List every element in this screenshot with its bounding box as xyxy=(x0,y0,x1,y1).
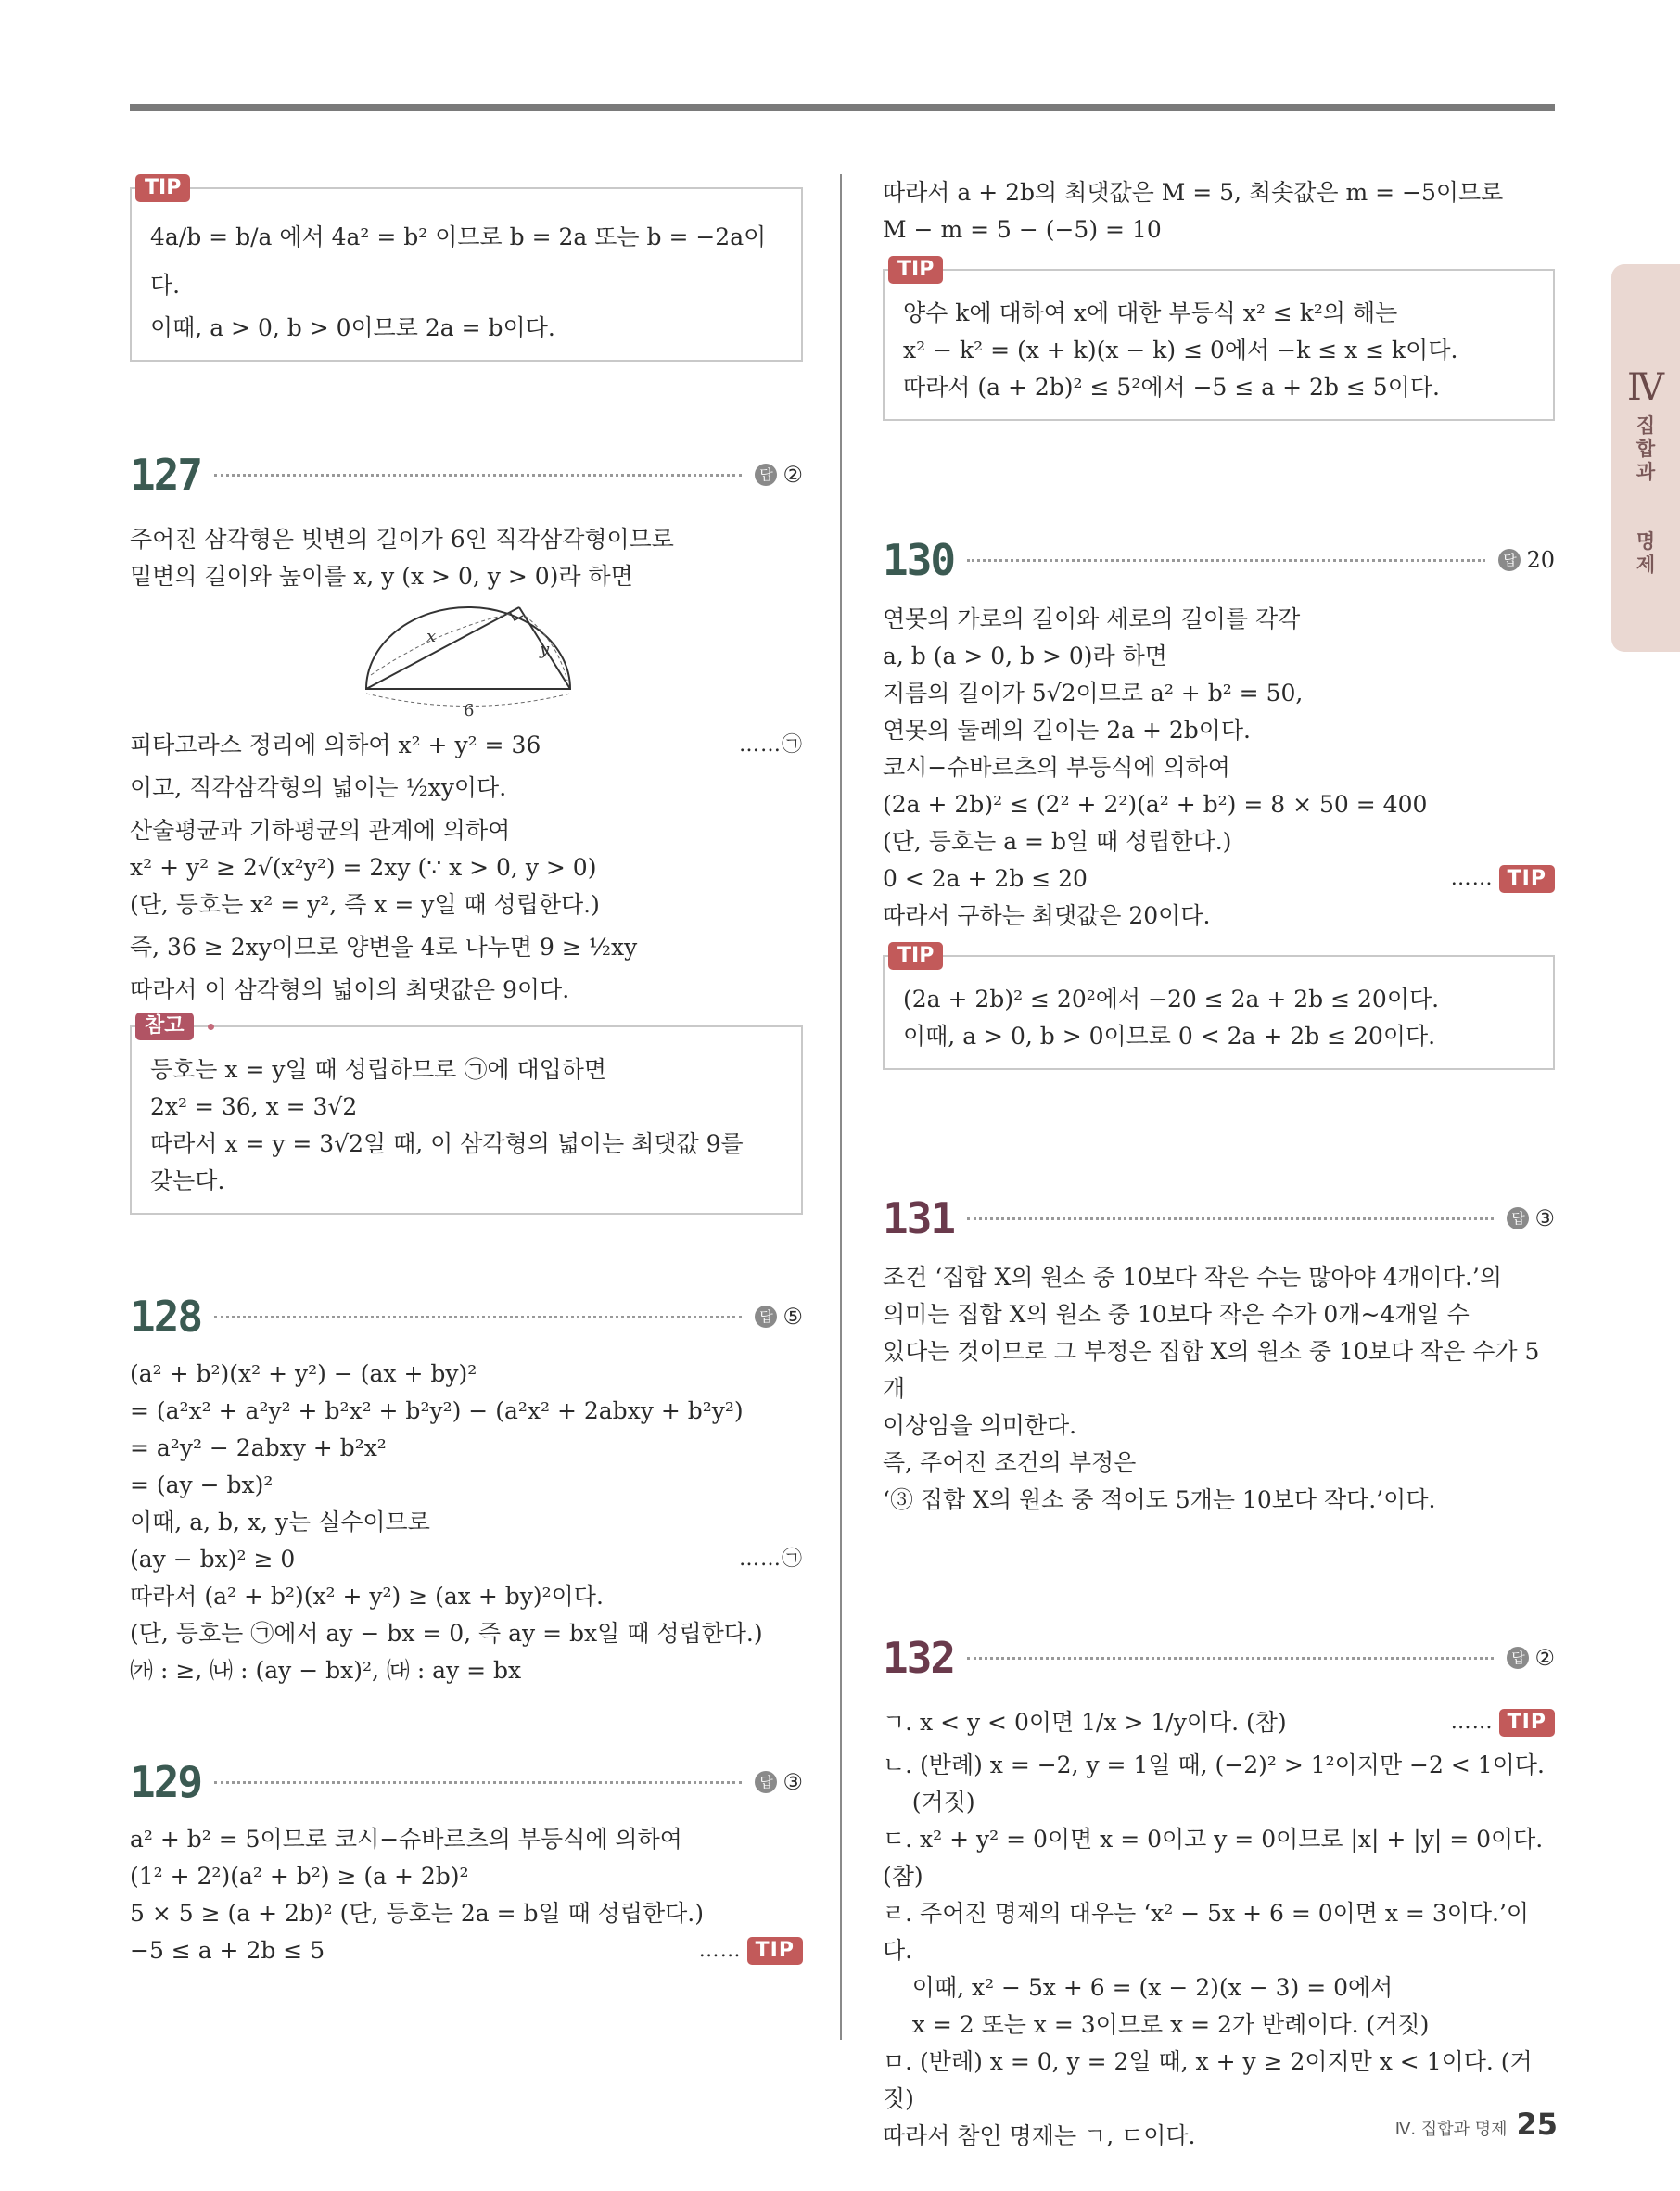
tip-tag: TIP xyxy=(888,942,943,970)
equation: −5 ≤ a + 2b ≤ 5 xyxy=(130,1937,325,1964)
text-line: M − m = 5 − (−5) = 10 xyxy=(883,216,1162,243)
text-line: ㈎ : ≥, ㈏ : (ay − bx)², ㈐ : ay = bx xyxy=(130,1657,522,1684)
chapter-side-tab xyxy=(1611,264,1680,652)
tip-line: x² − k² = (x + k)(x − k) ≤ 0에서 −k ≤ x ≤ k이다. xyxy=(903,337,1458,363)
text-line: 지름의 길이가 5√2이므로 a² + b² = 50, xyxy=(883,680,1304,707)
note-line: 2x² = 36, x = 3√2 xyxy=(150,1093,358,1120)
note-line: 따라서 x = y = 3√2일 때, 이 삼각형의 넓이는 최댓값 9를 xyxy=(150,1130,744,1157)
tip-box xyxy=(883,258,1555,421)
tip-line: 이때, a > 0, b > 0이므로 2a = b이다. xyxy=(150,314,555,341)
statement: 따라서 참인 명제는 ㄱ, ㄷ이다. xyxy=(883,2122,1196,2149)
text-line: a² + b² = 5이므로 코시−슈바르츠의 부등식에 의하여 xyxy=(130,1826,682,1853)
leader-dots xyxy=(967,1657,1494,1660)
equation-mark: ……㉠ xyxy=(738,733,803,757)
text-line: 코시−슈바르츠의 부등식에 의하여 xyxy=(883,754,1230,781)
statement: ㄱ. x < y < 0이면 1/x > 1/y이다. (참) xyxy=(883,1709,1287,1736)
tip-line: 따라서 (a + 2b)² ≤ 5²에서 −5 ≤ a + 2b ≤ 5이다. xyxy=(903,374,1440,401)
equation-row xyxy=(883,860,1555,898)
text-line: 따라서 구하는 최댓값은 20이다. xyxy=(883,902,1211,929)
tip-line: (2a + 2b)² ≤ 20²에서 −20 ≤ 2a + 2b ≤ 20이다. xyxy=(903,986,1440,1013)
tip-box xyxy=(130,176,803,362)
equation-mark xyxy=(1451,860,1555,898)
tip-box xyxy=(883,944,1555,1070)
problem-number: 132 xyxy=(883,1633,955,1683)
equation-row xyxy=(883,1699,1555,1747)
label-y: y xyxy=(540,640,550,659)
chapter-numeral: Ⅳ xyxy=(1627,366,1664,409)
equation-row xyxy=(130,1932,803,1969)
tip-badge: TIP xyxy=(747,1937,803,1965)
text-line: (1² + 2²)(a² + b²) ≥ (a + 2b)² xyxy=(130,1863,469,1890)
text-line: (단, 등호는 x² = y², 즉 x = y일 때 성립한다.) xyxy=(130,891,600,918)
label-base: 6 xyxy=(464,701,475,720)
text-line: = (a²x² + a²y² + b²x² + b²y²) − (a²x² + 2abxy + b²y²) xyxy=(130,1397,744,1424)
text-line: 주어진 삼각형은 빗변의 길이가 6인 직각삼각형이므로 xyxy=(130,526,674,553)
problem-header xyxy=(883,1191,1555,1246)
text-line: 이고, 직각삼각형의 넓이는 ½xy이다. xyxy=(130,774,507,801)
answer-value: ② xyxy=(1534,1645,1555,1671)
answer xyxy=(1498,547,1555,573)
equation-row xyxy=(130,1541,803,1578)
tip-tag: TIP xyxy=(135,174,190,202)
answer-icon: 답 xyxy=(755,1771,777,1793)
text-line: = a²y² − 2abxy + b²x² xyxy=(130,1434,387,1461)
statement: ㄹ. 주어진 명제의 대우는 ‘x² − 5x + 6 = 0이면 x = 3이다.’이다. xyxy=(883,1900,1530,1964)
problem-number: 129 xyxy=(130,1757,202,1807)
answer-value: ③ xyxy=(1534,1205,1555,1231)
text-line: 밑변의 길이와 높이를 x, y (x > 0, y > 0)라 하면 xyxy=(130,563,633,590)
equation: (ay − bx)² ≥ 0 xyxy=(130,1546,296,1573)
footer-section: Ⅳ. 집합과 명제 xyxy=(1394,2120,1508,2139)
tip-badge: TIP xyxy=(1499,1709,1555,1737)
text-line: 있다는 것이므로 그 부정은 집합 X의 원소 중 10보다 작은 수가 5개 xyxy=(883,1338,1540,1402)
answer xyxy=(755,462,803,488)
text-line: 이때, a, b, x, y는 실수이므로 xyxy=(130,1509,430,1535)
text-line: (단, 등호는 a = b일 때 성립한다.) xyxy=(883,828,1232,855)
problem-header xyxy=(130,1754,803,1810)
text-line: 연못의 가로의 길이와 세로의 길이를 각각 xyxy=(883,605,1301,632)
top-rule xyxy=(130,104,1555,111)
answer-icon: 답 xyxy=(1498,549,1521,571)
left-column xyxy=(130,174,803,1969)
problem-number: 130 xyxy=(883,535,955,585)
triangle-side-x xyxy=(366,607,519,689)
statement: x = 2 또는 x = 3이므로 x = 2가 반례이다. (거짓) xyxy=(883,2011,1430,2038)
text-line: 이상임을 의미한다. xyxy=(883,1412,1077,1439)
note-dot xyxy=(208,1024,214,1030)
answer-value: 20 xyxy=(1526,547,1555,573)
equation-mark: ……㉠ xyxy=(738,1548,803,1571)
chapter-title-text: 집 합 과 명 제 xyxy=(1635,414,1656,576)
text-line: 산술평균과 기하평균의 관계에 의하여 xyxy=(130,817,511,844)
equation: 0 < 2a + 2b ≤ 20 xyxy=(883,865,1088,892)
text-line: 5 × 5 ≥ (a + 2b)² (단, 등호는 2a = b일 때 성립한다.) xyxy=(130,1900,704,1927)
answer xyxy=(755,1769,803,1795)
problem-header xyxy=(883,1630,1555,1686)
answer-icon: 답 xyxy=(755,464,777,486)
note-line: 등호는 x = y일 때 성립하므로 ㉠에 대입하면 xyxy=(150,1056,607,1083)
text-line: ‘③ 집합 X의 원소 중 적어도 5개는 10보다 작다.’이다. xyxy=(883,1486,1436,1513)
equation: 피타고라스 정리에 의하여 x² + y² = 36 xyxy=(130,732,541,758)
text-line: (a² + b²)(x² + y²) − (ax + by)² xyxy=(130,1360,477,1387)
answer xyxy=(1507,1205,1555,1231)
text-line: 즉, 주어진 조건의 부정은 xyxy=(883,1449,1137,1476)
leader-dots xyxy=(214,474,742,477)
statement: ㅁ. (반례) x = 0, y = 2일 때, x + y ≥ 2이지만 x < 1이다. (거짓) xyxy=(883,2048,1533,2112)
statement: (거짓) xyxy=(883,1789,975,1815)
tip-badge: TIP xyxy=(1499,865,1555,893)
note-box xyxy=(130,1014,803,1215)
text-line: 의미는 집합 X의 원소 중 10보다 작은 수가 0개~4개일 수 xyxy=(883,1301,1470,1328)
equation-mark xyxy=(699,1932,803,1969)
text-line: a, b (a > 0, b > 0)라 하면 xyxy=(883,643,1167,669)
answer-icon: 답 xyxy=(1507,1647,1529,1669)
text-line: 따라서 이 삼각형의 넓이의 최댓값은 9이다. xyxy=(130,976,570,1003)
statement: ㄷ. x² + y² = 0이면 x = 0이고 y = 0이므로 |x| + |y| = 0이다. (참) xyxy=(883,1826,1551,1890)
text-line: 따라서 a + 2b의 최댓값은 M = 5, 최솟값은 m = −5이므로 xyxy=(883,179,1504,206)
mark-dots: …… xyxy=(1450,1711,1494,1734)
equation-row xyxy=(130,727,803,764)
answer xyxy=(755,1304,803,1330)
text-line: 즉, 36 ≥ 2xy이므로 양변을 4로 나누면 9 ≥ ½xy xyxy=(130,934,638,961)
text-line: = (ay − bx)² xyxy=(130,1471,274,1498)
problem-header xyxy=(883,532,1555,588)
problem-number: 131 xyxy=(883,1193,955,1243)
equation-mark xyxy=(1451,1699,1555,1747)
text-line: 따라서 (a² + b²)(x² + y²) ≥ (ax + by)²이다. xyxy=(130,1583,604,1610)
leader-dots xyxy=(214,1316,742,1318)
answer-value: ③ xyxy=(783,1769,803,1795)
problem-number: 128 xyxy=(130,1292,202,1342)
mark-dots: …… xyxy=(1450,867,1494,890)
right-column xyxy=(883,174,1555,2155)
text-line: (단, 등호는 ㉠에서 ay − bx = 0, 즉 ay = bx일 때 성립한다.) xyxy=(130,1620,763,1647)
answer-icon: 답 xyxy=(1507,1207,1529,1229)
text-line: x² + y² ≥ 2√(x²y²) = 2xy (∵ x > 0, y > 0) xyxy=(130,854,597,881)
chapter-title xyxy=(1611,414,1680,577)
statement: ㄴ. (반례) x = −2, y = 1일 때, (−2)² > 1²이지만 −2 < 1이다. xyxy=(883,1752,1545,1778)
leader-dots xyxy=(967,559,1485,562)
problem-header xyxy=(130,447,803,503)
leader-dots xyxy=(214,1781,742,1784)
problem-header xyxy=(130,1289,803,1344)
answer-icon: 답 xyxy=(755,1306,777,1328)
label-x: x xyxy=(426,627,437,646)
tip-line: 이때, a > 0, b > 0이므로 0 < 2a + 2b ≤ 20이다. xyxy=(903,1023,1436,1050)
text-line: (2a + 2b)² ≤ (2² + 2²)(a² + b²) = 8 × 50 = 400 xyxy=(883,791,1428,818)
answer-value: ② xyxy=(783,462,803,488)
column-divider xyxy=(840,174,842,2040)
page-footer xyxy=(1391,2107,1558,2142)
answer-value: ⑤ xyxy=(783,1304,803,1330)
note-tag: 참고 xyxy=(135,1013,194,1040)
problem-number: 127 xyxy=(130,450,202,500)
page-number: 25 xyxy=(1516,2107,1558,2142)
semicircle-triangle-figure xyxy=(362,603,575,723)
text-line: 조건 ‘집합 X의 원소 중 10보다 작은 수는 많아야 4개이다.’의 xyxy=(883,1264,1503,1291)
answer xyxy=(1507,1645,1555,1671)
mark-dots: …… xyxy=(698,1939,742,1962)
statement: 이때, x² − 5x + 6 = (x − 2)(x − 3) = 0에서 xyxy=(883,1974,1394,2001)
tip-line: 4a/b = b/a 에서 4a² = b² 이므로 b = 2a 또는 b = −2a이다. xyxy=(150,223,767,299)
note-line: 갖는다. xyxy=(150,1167,225,1194)
text-line: 연못의 둘레의 길이는 2a + 2b이다. xyxy=(883,717,1251,744)
tip-line: 양수 k에 대하여 x에 대한 부등식 x² ≤ k²의 해는 xyxy=(903,299,1398,326)
tip-tag: TIP xyxy=(888,256,943,284)
leader-dots xyxy=(967,1217,1494,1220)
